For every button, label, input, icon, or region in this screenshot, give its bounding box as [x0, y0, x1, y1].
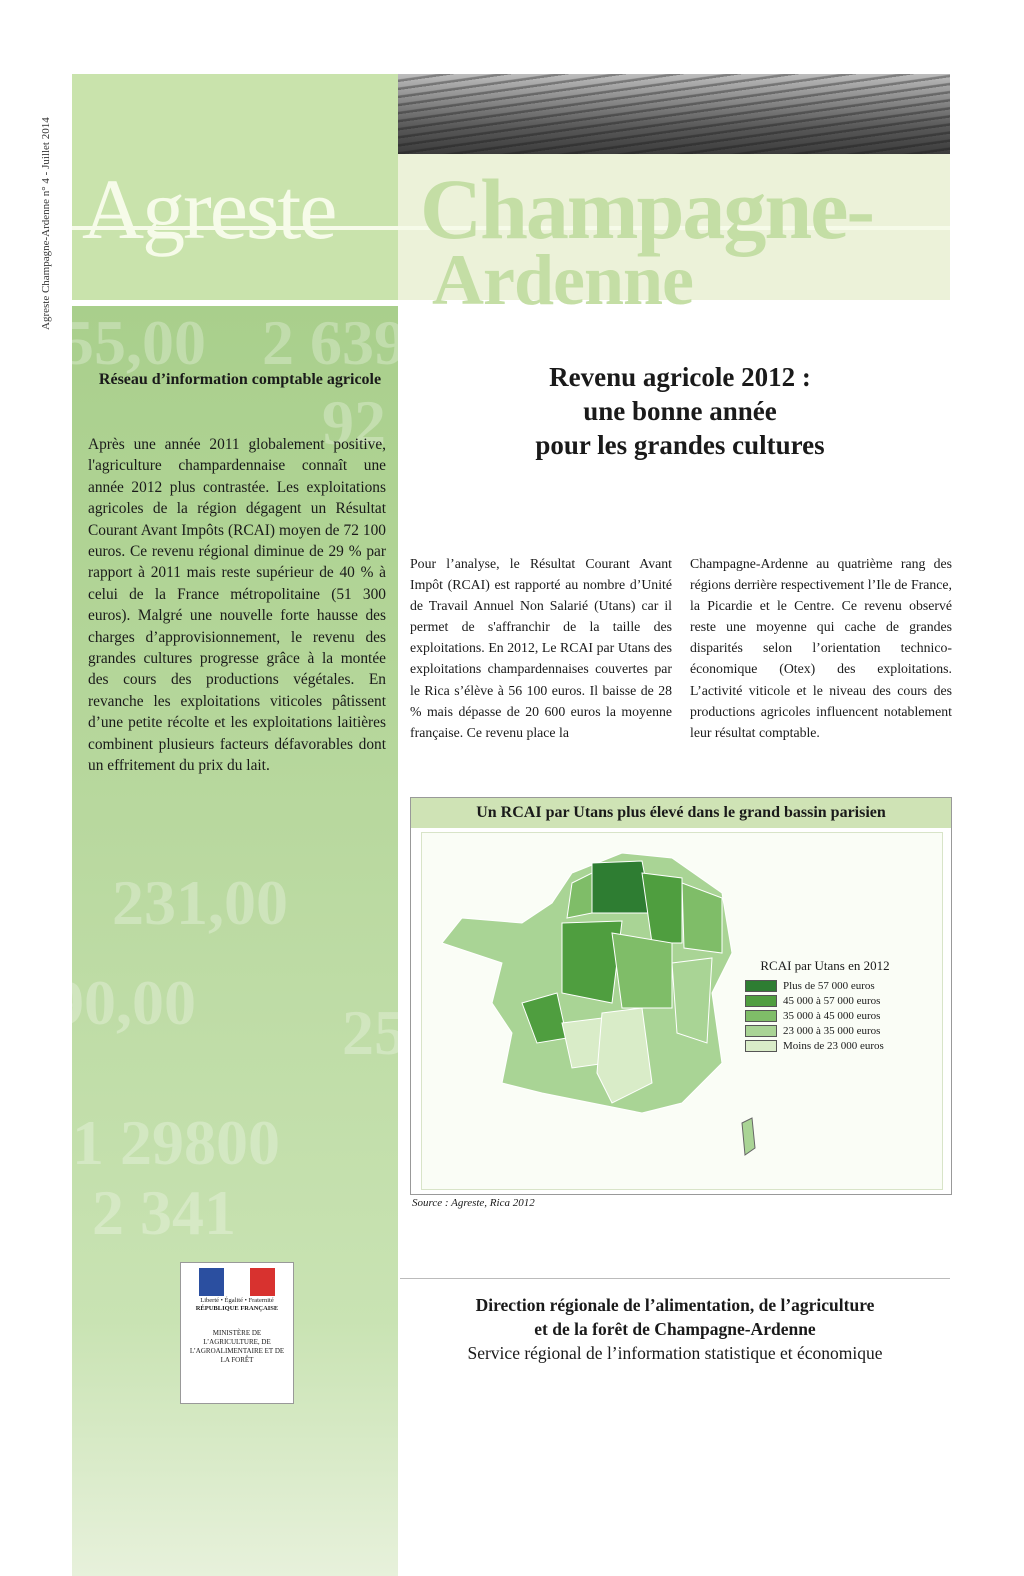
bg-number: 90,00 — [52, 967, 196, 1038]
footer — [410, 1293, 940, 1365]
republic-text: RÉPUBLIQUE FRANÇAISE — [195, 1305, 279, 1312]
ministry-name: MINISTÈRE DE L’AGRICULTURE, DE L’AGROALIMENTAIRE ET DE LA FORÊT — [189, 1329, 285, 1364]
figure-title: Un RCAI par Utans plus élevé dans le grand bassin parisien — [411, 798, 951, 828]
footer-divider — [400, 1278, 950, 1279]
legend-item — [745, 993, 945, 1008]
bg-number: 1 29800 — [72, 1107, 280, 1178]
legend-label: 35 000 à 45 000 euros — [783, 1009, 881, 1022]
sidebar-intro: Après une année 2011 globalement positive, l'agriculture champardennaise connaît une année 2012 plus contrastée. Les exploitations agricoles de la région dégagent un Résultat Courant Avant Impôts (RCAI) moyen de 72 100 euros. Ce revenu régional diminue de 29 % par rapport à 2011 mais reste supérieur de 40 % à celui de la France métropolitaine (51 300 euros). Malgré une nouvelle forte hausse des charges d’approvisionnement, le revenu des grandes cultures progresse grâce à la montée des cours des productions végétales. En revanche les exploitations viticoles pâtissent d’une petite récolte et les exploitations laitières combinent plusieurs facteurs défavorables dont un effritement du prix du lait. — [88, 436, 386, 775]
bg-number: 25 — [342, 997, 406, 1068]
bg-number: 92 — [322, 387, 386, 458]
bg-number: 55,00 — [62, 307, 206, 378]
title-line: Revenu agricole 2012 : — [549, 362, 811, 392]
legend-swatch — [745, 1025, 777, 1037]
flag-blue — [199, 1268, 224, 1296]
legend-label: 23 000 à 35 000 euros — [783, 1024, 881, 1037]
legend-swatch — [745, 995, 777, 1007]
legend-swatch — [745, 1040, 777, 1052]
map-legend — [745, 958, 945, 1053]
legend-label: 45 000 à 57 000 euros — [783, 994, 881, 1007]
article-column-2: Champagne-Ardenne au quatrième rang des régions derrière respectivement l’Ile de France, la Picardie et le Centre. Ce revenu observé reste une moyenne qui cache de grandes disparités selon l’orientation technico-économique (Otex) des exploitations. L’activité viticole et le niveau des cours des productions agricoles influencent notablement leur résultat comptable. — [690, 556, 952, 740]
legend-swatch — [745, 980, 777, 992]
field-photo — [398, 74, 950, 154]
flag-red — [250, 1268, 275, 1296]
flag-white — [224, 1268, 249, 1296]
legend-item — [745, 978, 945, 993]
sidebar-title: Réseau d’information comptable agricole — [98, 371, 382, 388]
bg-number: 2 341 — [92, 1177, 236, 1248]
footer-line: Direction régionale de l’alimentation, de l’agriculture — [475, 1295, 875, 1315]
brand-title: Agreste — [82, 161, 336, 257]
region-title-line2: Ardenne — [432, 240, 693, 320]
figure-source: Source : Agreste, Rica 2012 — [412, 1197, 535, 1209]
motto-text: Liberté • Égalité • Fraternité — [200, 1297, 274, 1304]
ministry-logo — [180, 1262, 294, 1404]
issue-side-label: Agreste Champagne-Ardenne n° 4 - Juillet 2014 — [40, 117, 52, 330]
bg-number: 2 639 — [262, 307, 406, 378]
footer-line: et de la forêt de Champagne-Ardenne — [534, 1319, 816, 1339]
legend-item — [745, 1008, 945, 1023]
legend-item — [745, 1038, 945, 1053]
region-title-line1: Champagne- — [420, 161, 874, 257]
legend-swatch — [745, 1010, 777, 1022]
logo-motto — [185, 1297, 289, 1313]
legend-title: RCAI par Utans en 2012 — [760, 958, 890, 973]
article-column-1: Pour l’analyse, le Résultat Courant Avant Impôt (RCAI) est rapporté au nombre d’Unité de Travail Annuel Non Salarié (Utans) car il permet de s'affranchir de la taille des exploitations. En 2012, Le RCAI par Utans des exploitations champardennaises couvertes par le Rica s’élève à 56 100 euros. Il baisse de 28 % mais dépasse de 20 600 euros la moyenne française. Ce revenu place la — [410, 556, 672, 740]
legend-item — [745, 1023, 945, 1038]
title-line: pour les grandes cultures — [535, 430, 825, 460]
legend-label: Plus de 57 000 euros — [783, 979, 875, 992]
footer-line: Service régional de l’information statistique et économique — [467, 1343, 883, 1363]
marianne-flag-icon — [199, 1268, 275, 1296]
bg-number: 231,00 — [112, 867, 288, 938]
article-title — [410, 360, 950, 462]
title-line: une bonne année — [583, 396, 777, 426]
legend-label: Moins de 23 000 euros — [783, 1039, 884, 1052]
masthead — [72, 74, 950, 320]
